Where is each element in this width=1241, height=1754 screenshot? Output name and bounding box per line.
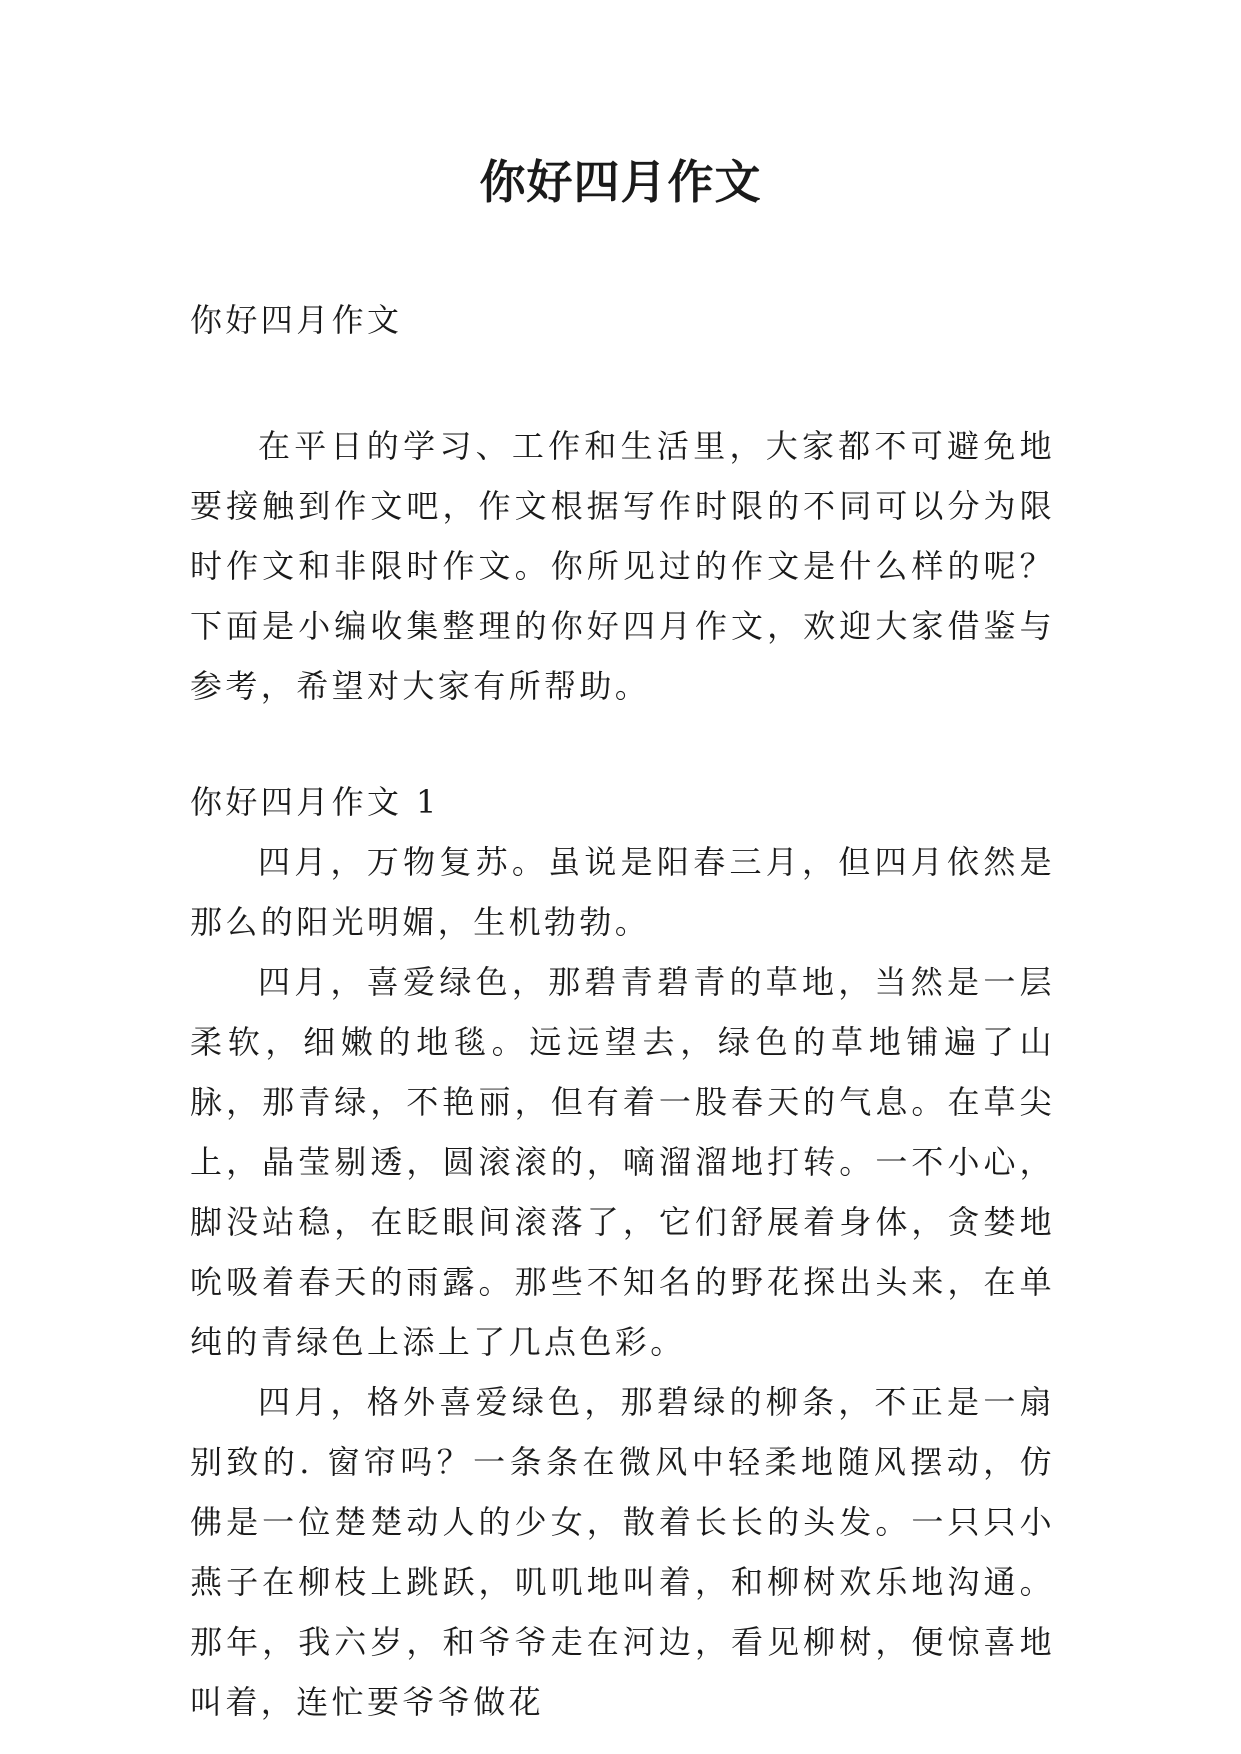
document-body [190,290,1055,1732]
body-paragraph: 四月，喜爱绿色，那碧青碧青的草地，当然是一层柔软，细嫩的地毯。远远望去，绿色的草地铺遍了山脉，那青绿，不艳丽，但有着一股春天的气息。在草尖上，晶莹剔透，圆滚滚的，嘀溜溜地打转。一不小心，脚没站稳，在眨眼间滚落了，它们舒展着身体，贪婪地吮吸着春天的雨露。那些不知名的野花探出头来，在单纯的青绿色上添上了几点色彩。 [190,963,1055,1361]
document-title: 你好四月作文 [479,155,762,209]
document-subtitle: 你好四月作文 [190,301,403,339]
intro-paragraph: 在平日的学习、工作和生活里，大家都不可避免地要接触到作文吧，作文根据写作时限的不同可以分为限时作文和非限时作文。你所见过的作文是什么样的呢？下面是小编收集整理的你好四月作文，欢迎大家借鉴与参考，希望对大家有所帮助。 [190,427,1055,705]
section-heading: 你好四月作文 1 [190,783,440,821]
body-paragraph: 四月，格外喜爱绿色，那碧绿的柳条，不正是一扇别致的. 窗帘吗？一条条在微风中轻柔地随风摆动，仿佛是一位楚楚动人的少女，散着长长的头发。一只只小燕子在柳枝上跳跃，叽叽地叫着，和柳树欢乐地沟通。那年，我六岁，和爷爷走在河边，看见柳树，便惊喜地叫着，连忙要爷爷做花 [190,1383,1055,1721]
body-paragraph: 四月，万物复苏。虽说是阳春三月，但四月依然是那么的阳光明媚，生机勃勃。 [190,843,1055,941]
